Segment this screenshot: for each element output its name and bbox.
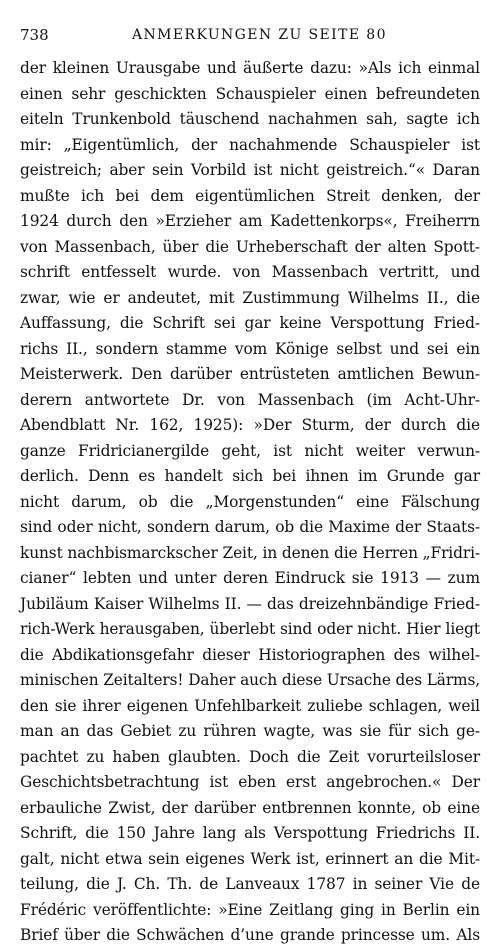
text-line: den sie ihrer eigenen Unfehlbarkeit zuliebe schlagen, weil bbox=[20, 696, 480, 715]
text-line: teilung, die J. Ch. Th. de Lanveaux 1787 in seiner Vie de bbox=[20, 875, 480, 893]
text-line: galt, nicht etwa sein eigenes Werk ist, erinnert an die Mit- bbox=[20, 849, 480, 868]
text-line: schrift entfesselt wurde. von Massenbach vertritt, und bbox=[20, 263, 480, 281]
running-head: ANMERKUNGEN ZU SEITE 80 bbox=[132, 27, 387, 43]
text-line: Frédéric veröffentlichte: »Eine Zeitlang ging in Berlin ein bbox=[20, 900, 480, 919]
page-header bbox=[20, 22, 480, 48]
text-line: die Abdikationsgefahr dieser Historiographen des wilhel- bbox=[20, 645, 480, 664]
text-line: nicht darum, ob die „Morgenstunden“ eine Fälschung bbox=[20, 492, 480, 511]
text-line: pachtet zu haben glaubten. Doch die Zeit vorurteilsloser bbox=[20, 747, 480, 766]
text-line: der kleinen Urausgabe und äußerte dazu: »Als ich einmal bbox=[20, 59, 480, 77]
text-line: Brief über die Schwächen d’une grande princesse um. Als bbox=[20, 926, 480, 944]
text-line: ganze Fridricianergilde geht, ist nicht weiter verwun- bbox=[20, 441, 480, 460]
text-line: derlich. Denn es handelt sich bei ihnen im Grunde gar bbox=[20, 467, 480, 485]
text-line: man an das Gebiet zu rühren wagte, was sie für sich ge- bbox=[20, 722, 480, 740]
body-text bbox=[20, 56, 480, 949]
text-line: Meisterwerk. Den darüber entrüsteten amtlichen Bewun- bbox=[20, 365, 480, 383]
text-line: 1924 durch den »Erzieher am Kadettenkorps«, Freiherrn bbox=[20, 212, 480, 230]
text-line: mir: „Eigentümlich, der nachahmende Schauspieler ist bbox=[20, 135, 480, 154]
text-line: richs II., sondern stamme vom Könige selbst und sei ein bbox=[20, 339, 480, 358]
text-line: Auffassung, die Schrift sei gar keine Verspottung Fried- bbox=[20, 314, 480, 332]
text-line: derern antwortete Dr. von Massenbach (im Acht-Uhr- bbox=[20, 390, 480, 409]
text-line: einen sehr geschickten Schauspieler einen befreundeten bbox=[20, 84, 480, 103]
text-line: erbauliche Zwist, der darüber entbrennen konnte, ob eine bbox=[20, 798, 480, 817]
text-line: minischen Zeitalters! Daher auch diese Ursache des Lärms, bbox=[20, 671, 480, 689]
text-line: rich-Werk herausgaben, überlebt sind oder nicht. Hier liegt bbox=[20, 620, 480, 638]
text-line: Geschichtsbetrachtung ist eben erst angebrochen.« Der bbox=[20, 773, 480, 791]
text-line: von Massenbach, über die Urheberschaft der alten Spott- bbox=[20, 237, 480, 256]
text-line: sind oder nicht, sondern darum, ob die Maxime der Staats- bbox=[20, 518, 480, 536]
text-line: geistreich; aber sein Vorbild ist nicht geistreich.“« Daran bbox=[20, 161, 480, 179]
document-page bbox=[20, 22, 480, 949]
text-line: Abendblatt Nr. 162, 1925): »Der Sturm, der durch die bbox=[20, 416, 480, 434]
text-line: eiteln Trunkenbold täuschend nachahmen sah, sagte ich bbox=[20, 110, 480, 128]
text-line: Schrift, die 150 Jahre lang als Verspottung Friedrichs II. bbox=[20, 824, 480, 842]
text-line: kunst nachbismarckscher Zeit, in denen die Herren „Fridri- bbox=[20, 543, 481, 562]
text-line: mußte ich bei dem eigentümlichen Streit denken, der bbox=[20, 186, 480, 205]
page-number: 738 bbox=[20, 26, 49, 44]
text-line: Jubiläum Kaiser Wilhelms II. — das dreizehnbändige Fried- bbox=[20, 594, 480, 613]
text-line: cianer“ lebten und unter deren Eindruck sie 1913 — zum bbox=[20, 569, 480, 587]
text-line: zwar, wie er andeutet, mit Zustimmung Wilhelms II., die bbox=[20, 288, 480, 307]
